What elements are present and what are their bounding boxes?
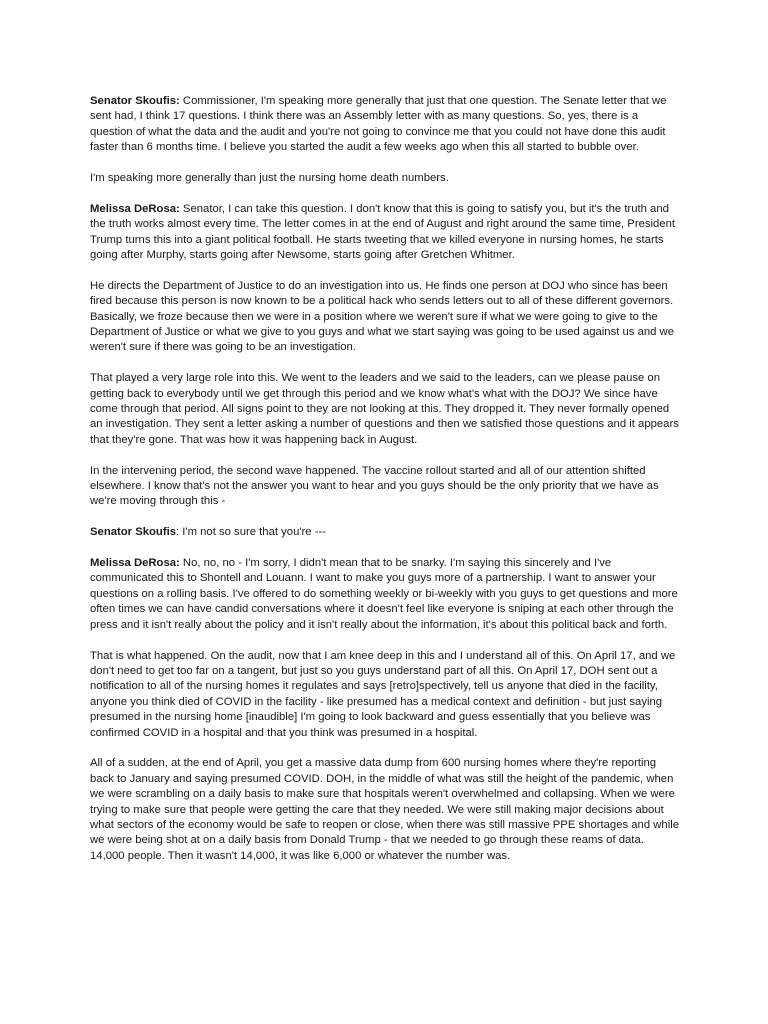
paragraph-text: That played a very large role into this. We went to the leaders and we said to the leaders, can we please pause on getting back to everybody until we get through this period and we know what's what with the DOJ? We since have come through that period. All signs point to they are not looking at this. They dropped it. They never formally opened an investigation. They sent a letter asking a number of questions and then we satisfied those questions and it appears that they're gone. That was how it was happening back in August. <box>90 372 679 446</box>
paragraph-text: That is what happened. On the audit, now that I am knee deep in this and I understand all of this. On April 17, and we don't need to get too far on a tangent, but just so you guys understand part of all this. On April 17, DOH sent out a notification to all of the nursing homes it regulates and says [retro]spectively, tell us anyone that died in the facility, anyone you think died of COVID in the facility - like presumed has a medical context and definition - but just saying presumed in the nursing home [inaudible] I'm going to look backward and guess essentially that you believe was confirmed COVID in a hospital and that you think was presumed in a hospital. <box>90 649 676 739</box>
transcript-paragraph <box>90 94 680 156</box>
transcript-paragraph <box>90 556 680 633</box>
paragraph-text: : I'm not so sure that you're --- <box>176 526 326 539</box>
speaker-name: Melissa DeRosa: <box>90 557 180 570</box>
transcript-paragraph <box>90 202 680 264</box>
transcript-paragraph <box>90 464 680 510</box>
transcript-paragraph <box>90 649 680 741</box>
paragraph-text: Commissioner, I'm speaking more generally that just that one question. The Senate letter that we sent had, I think 17 questions. I think there was an Assembly letter with as many questions. So, yes, there is a question of what the data and the audit and you're not going to convince me that you could not have done this audit faster than 6 months time. I believe you started the audit a few weeks ago when this all started to bubble over. <box>90 95 667 154</box>
paragraph-text: He directs the Department of Justice to do an investigation into us. He finds one person at DOJ who since has been fired because this person is now known to be a political hack who sends letters out to all of these different governors. Basically, we froze because then we were in a position where we weren't sure if what we were going to give to the Department of Justice or what we give to you guys and what we start saying was going to be used against us and we weren't sure if there was going to be an investigation. <box>90 279 675 354</box>
paragraph-text: I'm speaking more generally than just the nursing home death numbers. <box>90 172 449 185</box>
transcript-paragraph <box>90 279 680 356</box>
transcript-paragraph <box>90 171 680 186</box>
speaker-name: Melissa DeRosa: <box>90 202 180 215</box>
speaker-name: Senator Skoufis: <box>90 95 180 107</box>
paragraph-text: No, no, no - I'm sorry, I didn't mean that to be snarky. I'm saying this sincerely and I've communicated this to Shontell and Louann. I want to make you guys more of a partnership. I want to answer your questions on a rolling basis. I've offered to do something weekly or bi-weekly with you guys to get questions and more often times we can have candid conversations where it doesn't feel like everyone is sniping at each other through the press and it isn't really about the policy and it isn't really about the information, it's about this political back and forth. <box>90 557 678 631</box>
transcript-paragraph <box>90 756 680 864</box>
paragraph-text: In the intervening period, the second wave happened. The vaccine rollout started and all of our attention shifted elsewhere. I know that's not the answer you want to hear and you guys should be the only priority that we have as we're moving through this - <box>90 464 659 508</box>
transcript-paragraph <box>90 525 680 540</box>
paragraph-text: All of a sudden, at the end of April, you get a massive data dump from 600 nursing homes where they're reporting back to January and saying presumed COVID. DOH, in the middle of what was still the height of the pandemic, when we were scrambling on a daily basis to make sure that hospitals weren't overwhelmed and collapsing. When we were trying to make sure that people were getting the care that they needed. We were still making major decisions about what sectors of the economy would be safe to reopen or close, when there was still massive PPE shortages and while we were being shot at on a daily basis from Donald Trump - that we needed to go through these reams of data. 14,000 people. Then it wasn't 14,000, it was like 6,000 or whatever the number was. <box>90 757 679 862</box>
transcript-page <box>90 94 680 880</box>
paragraph-text: Senator, I can take this question. I don't know that this is going to satisfy you, but it's the truth and the truth works almost every time. The letter comes in at the end of August and right around the same time, President Trump turns this into a giant political football. He starts tweeting that we killed everyone in nursing homes, he starts going after Murphy, starts going after Newsome, starts going after Gretchen Whitmer. <box>90 202 676 262</box>
transcript-paragraph <box>90 371 680 448</box>
speaker-name: Senator Skoufis <box>90 526 177 539</box>
